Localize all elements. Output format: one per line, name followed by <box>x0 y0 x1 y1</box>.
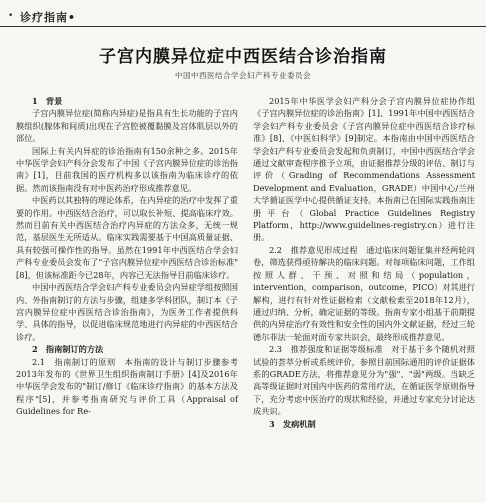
paragraph: 2.1 指南制订的原则 本指南的设计与制订步骤参考2013年发布的《世界卫生组织指南制订手册》[4]及2016年中华医学会发布的"制订/修订《临床诊疗指南》的基本方法及程序"[5]，并参考指南研究与评价工具（Appraisal of Guidelines for Re- <box>16 356 238 417</box>
section-label: 诊疗指南• <box>20 11 77 24</box>
paragraph: 中国中西医结合学会妇产科专业委员会内异症学组按照国内、外指南制订的方法与步骤，组建多学科团队，制订本《子宫内膜异位症中西医结合诊治指南》，为医务工作者提供科学、具体的指导，以促进临床规范地进行内异症的中西医结合诊疗。 <box>16 282 238 342</box>
paragraph: 2.2 推荐意见形成过程 通过临床问题征集并经两轮问卷，筛选获得亟待解决的临床问题。对每项临床问题，工作组按照人群、干预、对照和结局（population，intervention，comparison，outcome，PICO）对其进行解构，进行有针对性证据检索（文献检索至2018年12月），通过归纳、分析，确定证据的等级。指南专家小组基于前期提供的内异症治疗有效性和安全性的国内外文献证据，经过三轮德尔菲法一轮面对面专家共识会，最终形成推荐意见。 <box>253 244 475 342</box>
header-divider <box>0 26 486 27</box>
article-authors: 中国中西医结合学会妇产科专业委员会 <box>175 71 311 80</box>
section-heading-pathogenesis: 3 发病机制 <box>269 418 316 429</box>
page-header <box>0 0 486 28</box>
paragraph: 子宫内膜异位症(简称内异症)是指具有生长功能的子宫内膜组织(腺体和间质)出现在子宫腔被覆黏膜及宫体肌层以外的部位。 <box>16 108 238 144</box>
paragraph: 国际上有关内异症的诊治指南有150余种之多。2015年中华医学会妇产科分会发布了中国《子宫内膜异位症的诊治指南》[1]，目前我国的医疗机构多以该指南为临床诊疗的依据。然而该指南没有对中医药治疗形成推荐意见。 <box>16 145 238 193</box>
paragraph: 2.3 推荐强度和证据等级标准 对于基于多个随机对照试验的荟萃分析或系统评价，参照目前国际通用的评价证据体系的GRADE方法，将推荐意见分为"强"、"弱"两级。当缺乏高等级证据时对国内中医药的常用疗法，在循证医学原则指导下，充分考虑中医治疗的现状和经验，并通过专家充分讨论达成共识。 <box>253 344 475 417</box>
paragraph: 中医药以其独特的理论体系，在内异症的治疗中发挥了重要的作用。中西医结合治疗，可以取长补短、提高临床疗效。然而目前有关中西医结合治疗内异症的方法众多，无统一规范，基层医生无所适从。临床实践需要基于中国高质量证据、具有较强可操作性的指导。虽然在1991年中西医结合学会妇产科专业委员会发布了"子宫内膜异位症中西医结合诊治标准"[8]，但该标准距今已28年，内容已无法指导目前临床诊疗。 <box>16 195 238 280</box>
paragraph: 2015年中华医学会妇产科分会子宫内膜异位症协作组《子宫内膜异位症的诊治指南》[1]、1991年中国中西医结合学会妇产科专业委员会《子宫内膜异位症中西医结合诊疗标准》[8]、《中医妇科学》[9]制定。本指南由中国中西医结合学会妇产科专业委员会发起和负责制订，中国中西医结合学会通过文献审查程序推予立项，由证据推荐分级的评估、制订与评价（Grading of Recommendations Assessment Development and Evaluation，GRADE）中国中心/兰州大学循证医学中心提供循证支持。本指南已在国际实践指南注册平台（Global Practice Guidelines Registry Platform，http://www.guidelines-registry.cn）进行注册。 <box>253 96 475 243</box>
left-column <box>16 95 238 418</box>
section-heading-background: 1 背景 <box>32 96 63 106</box>
article-title: 子宫内膜异位症中西医结合诊治指南 <box>99 47 387 67</box>
header-bullet-icon: • <box>8 11 14 21</box>
section-heading-methods: 2 指南制订的方法 <box>32 344 104 355</box>
right-column <box>253 95 475 430</box>
